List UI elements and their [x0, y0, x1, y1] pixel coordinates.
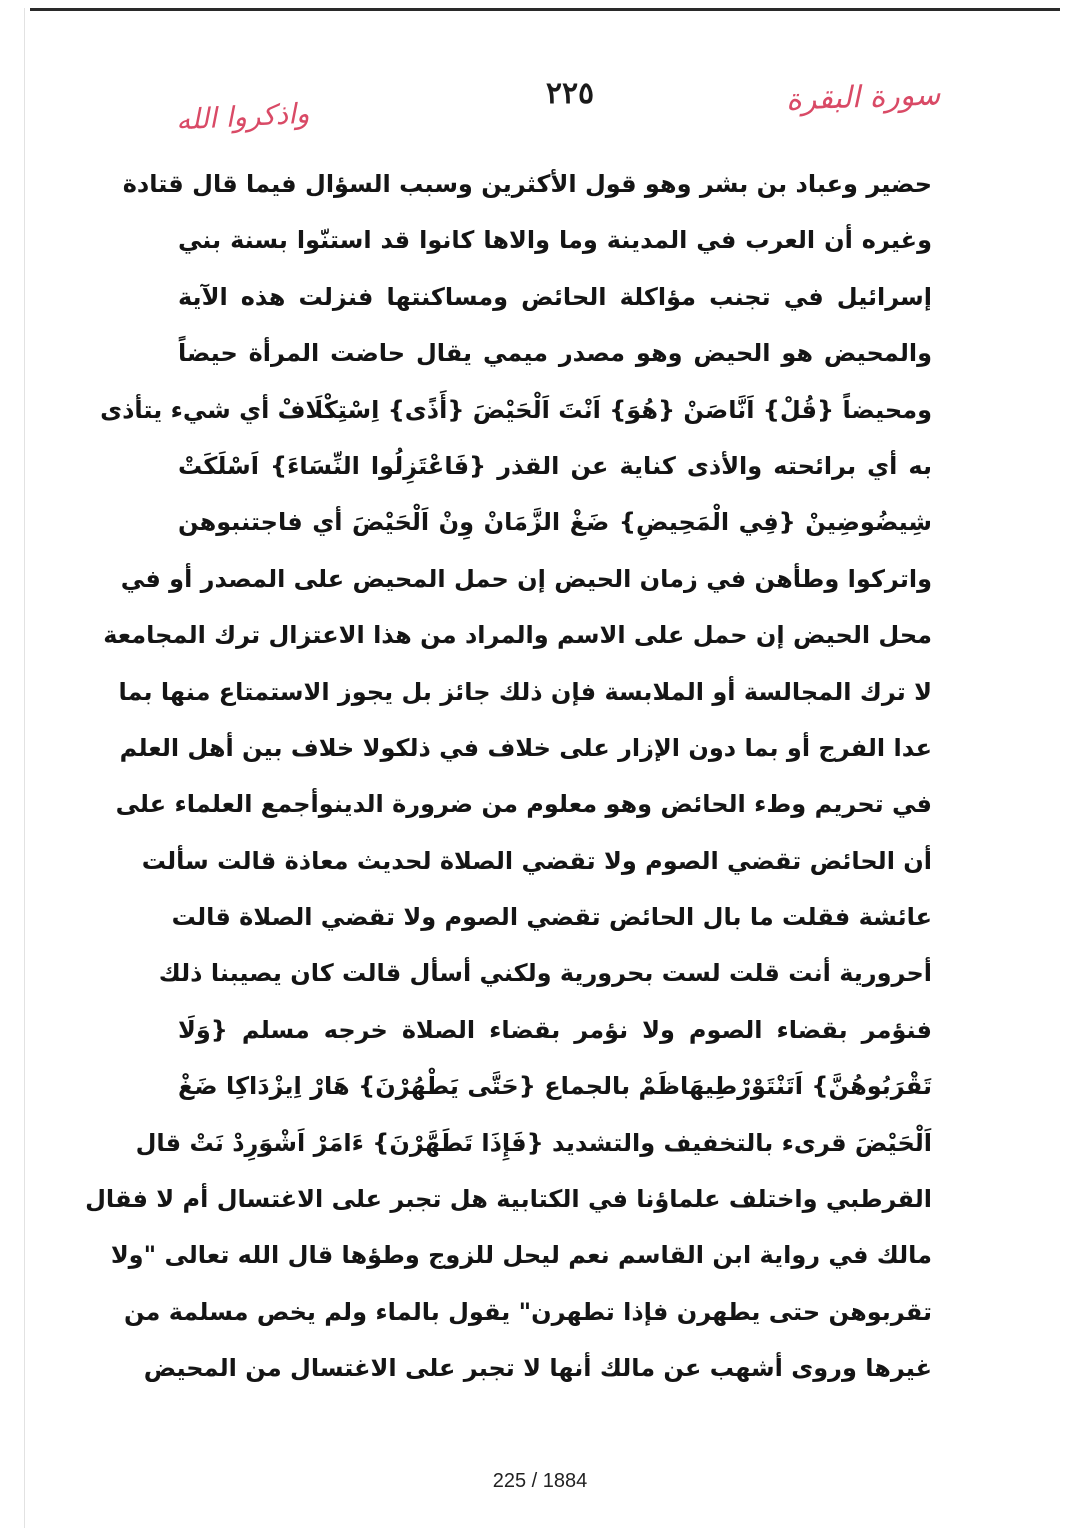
text-line: القرطبي واختلف علماؤنا في الكتابية هل تجبر على الاغتسال أم لا فقال	[85, 1185, 932, 1214]
text-line: وغيره أن العرب في المدينة وما والاها كانوا قد استنّوا بسنة بني	[178, 226, 932, 255]
handwritten-surah-note: سورة البقرة	[785, 77, 941, 118]
page-number: ٢٢٥	[545, 76, 595, 111]
text-line: أن الحائض تقضي الصوم ولا تقضي الصلاة لحديث معاذة قالت سألت	[141, 846, 932, 875]
scan-top-edge	[30, 8, 1060, 11]
text-line: عائشة فقلت ما بال الحائض تقضي الصوم ولا تقضي الصلاة قالت	[171, 903, 932, 932]
page-header	[160, 70, 940, 140]
text-line: أحرورية أنت قلت لست بحرورية ولكني أسأل قالت كان يصيبنا ذلك	[158, 959, 932, 988]
page-counter: 225 / 1884	[492, 1470, 588, 1492]
text-line: ومحيضاً {قُلْ} اَنَّاصَنْ {هُوَ} اَنْتَ اَلْحَيْضَ {أَذًى} اِسْتِكْلَافْ أي شيء يتأذى	[100, 395, 932, 424]
scan-left-edge	[24, 8, 25, 1528]
text-line: محل الحيض إن حمل على الاسم والمراد من هذا الاعتزال ترك المجامعة	[103, 621, 932, 650]
text-line: تَقْرَبُوهُنَّ} اَتَنْتَوْرْطِيهَاظَمْ بالجماع {حَتَّى يَطْهُرْنَ} هَارْ اِيزْدَاكِا ضَغْ	[178, 1072, 932, 1101]
text-line: حضير وعباد بن بشر وهو قول الأكثرين وسبب السؤال فيما قال قتادة	[122, 170, 932, 198]
text-line: تقربوهن حتى يطهرن فإذا تطهرن" يقول بالماء ولم يخص مسلمة من	[123, 1297, 932, 1326]
text-line: مالك في رواية ابن القاسم نعم ليحل للزوج وطؤها قال الله تعالى "ولا	[110, 1241, 932, 1270]
text-line: شِيضُوضِينْ {فِي الْمَحِيضِ} ضَغْ الزَّمَانْ وِنْ اَلْحَيْضَ أي فاجتنبوهن	[178, 508, 932, 537]
body-text	[85, 156, 932, 1397]
text-line: في تحريم وطء الحائض وهو معلوم من ضرورة الدينوأجمع العلماء على	[115, 790, 932, 819]
handwritten-margin-note: واذكروا الله	[175, 96, 311, 137]
text-line: لا ترك المجالسة أو الملابسة فإن ذلك جائز بل يجوز الاستمتاع منها بما	[118, 677, 932, 706]
text-line: واتركوا وطأهن في زمان الحيض إن حمل المحيض على المصدر أو في	[120, 564, 932, 593]
text-line: اَلْحَيْضَ قرىء بالتخفيف والتشديد {فَإِذَا تَطَهَّرْنَ} ءَامَرْ اَشْوَرِدْ نَتْ قال	[135, 1128, 932, 1157]
text-line: والمحيض هو الحيض وهو مصدر ميمي يقال حاضت المرأة حيضاً	[178, 339, 932, 368]
text-line: إسرائيل في تجنب مؤاكلة الحائض ومساكنتها فنزلت هذه الآية	[178, 282, 932, 311]
text-line: فنؤمر بقضاء الصوم ولا نؤمر بقضاء الصلاة خرجه مسلم {وَلَا	[178, 1015, 932, 1044]
text-line: غيرها وروى أشهب عن مالك أنها لا تجبر على الاغتسال من المحيض	[143, 1354, 932, 1383]
text-line: به أي برائحته والأذى كناية عن القذر {فَاعْتَزِلُوا النِّسَاءَ} اَسْلَكَتْ	[178, 451, 932, 480]
text-line: عدا الفرج أو بما دون الإزار على خلاف في ذلكولا خلاف بين أهل العلم	[119, 733, 932, 762]
